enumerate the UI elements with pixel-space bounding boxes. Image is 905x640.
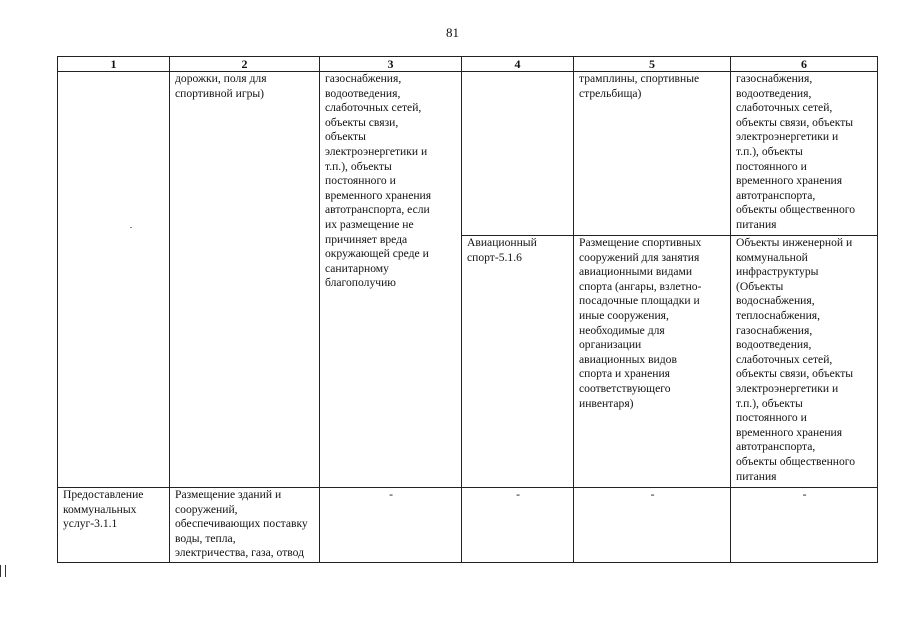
zoning-table <box>57 56 878 563</box>
utilities-description-cell: Размещение зданий и сооружений, обеспечивающих поставку воды, тепла, электричества, газа, отвод <box>170 488 320 563</box>
aviation-objects-cell: Объекты инженерной и коммунальной инфраструктуры (Объекты водоснабжения, теплоснабжения, газоснабжения, водоотведения, слаботочных сетей, объекты связи, объекты электроэнергетики и т.п.), объекты постоянного и временного хранения автотранспорта, объекты общественного питания <box>731 236 878 488</box>
header-col-4: 4 <box>462 57 574 72</box>
cont-col2-cell: дорожки, поля для спортивной игры) <box>170 72 320 488</box>
table-row <box>58 488 878 563</box>
binding-mark <box>0 565 6 577</box>
aviation-name-cell: Авиационный спорт-5.1.6 <box>462 236 574 488</box>
cont-col1-cell <box>58 72 170 488</box>
header-col-6: 6 <box>731 57 878 72</box>
utilities-name-cell: Предоставление коммунальных услуг-3.1.1 <box>58 488 170 563</box>
header-col-1: 1 <box>58 57 170 72</box>
header-col-5: 5 <box>574 57 731 72</box>
cont-col5-cell: трамплины, спортивные стрельбища) <box>574 72 731 236</box>
cont-col3-cell: газоснабжения, водоотведения, слаботочных сетей, объекты связи, объекты электроэнергетики и т.п.), объекты постоянного и временного хранения автотранспорта, если их размещение не причиняет вреда окружающей среде и санитарному благополучию <box>320 72 462 488</box>
utilities-col5-cell: - <box>574 488 731 563</box>
cont-col6-cell: газоснабжения, водоотведения, слаботочных сетей, объекты связи, объекты электроэнергетики и т.п.), объекты постоянного и временного хранения автотранспорта, объекты общественного питания <box>731 72 878 236</box>
aviation-description-cell: Размещение спортивных сооружений для занятия авиационными видами спорта (ангары, взлетно- посадочные площадки и иные сооружения, необходимые для организации авиационных видов спорта и хранения соответствующего инвентаря) <box>574 236 731 488</box>
header-col-2: 2 <box>170 57 320 72</box>
page-number: 81 <box>446 25 459 40</box>
header-row <box>58 57 878 72</box>
header-col-3: 3 <box>320 57 462 72</box>
utilities-col6-cell: - <box>731 488 878 563</box>
utilities-col4-cell: - <box>462 488 574 563</box>
cont-col4-cell <box>462 72 574 236</box>
utilities-col3-cell: - <box>320 488 462 563</box>
table-row <box>58 72 878 236</box>
